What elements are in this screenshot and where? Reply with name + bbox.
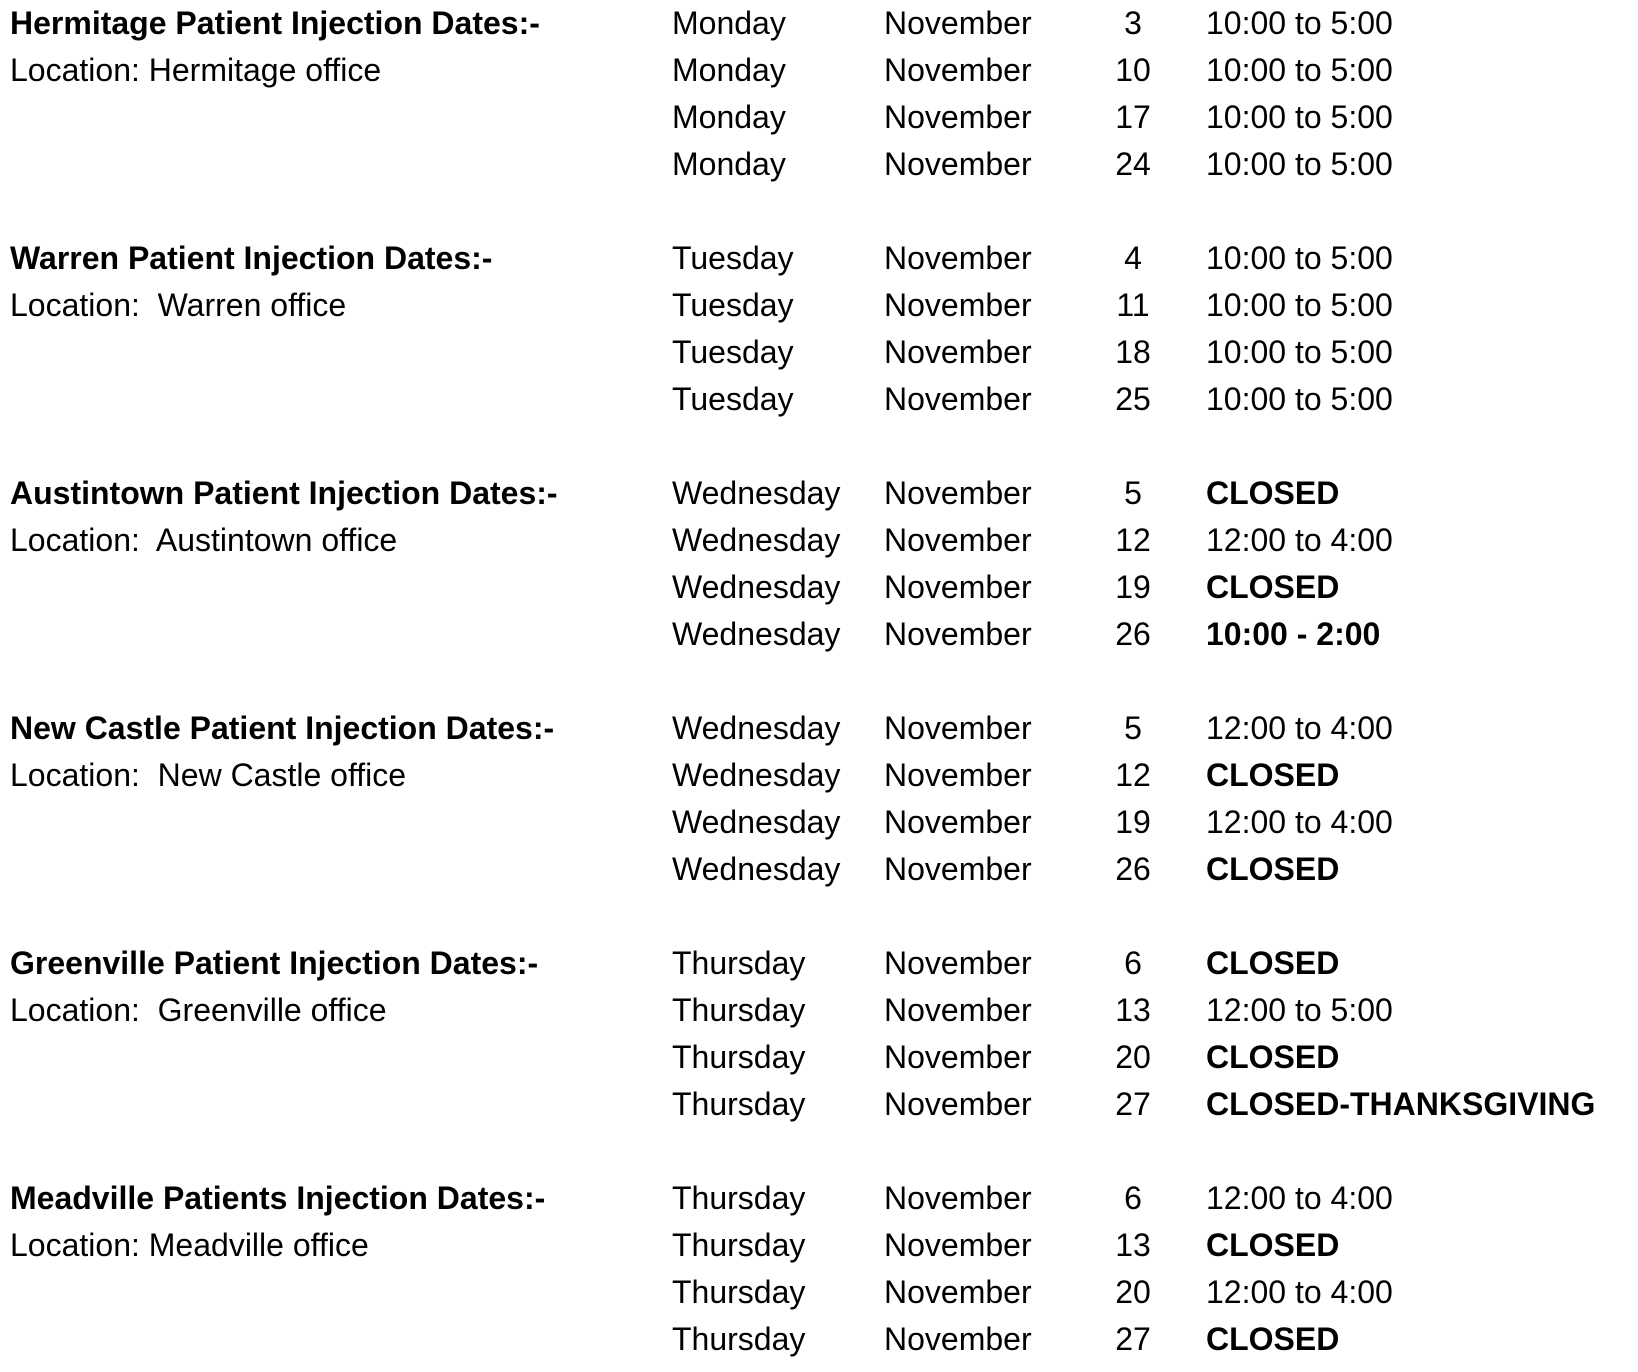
schedule-row: [0, 94, 1638, 141]
row-day: Tuesday: [672, 240, 794, 276]
row-date: 12: [1115, 522, 1151, 558]
section-location: Location: Austintown office: [10, 522, 398, 558]
row-date: 11: [1116, 287, 1150, 323]
schedule-row: [0, 235, 1638, 282]
row-day: Wednesday: [672, 616, 841, 652]
row-month: November: [884, 522, 1032, 558]
row-time: 10:00 to 5:00: [1206, 334, 1393, 370]
row-time: CLOSED: [1206, 569, 1340, 605]
row-time: 12:00 to 4:00: [1206, 1180, 1393, 1216]
row-month: November: [884, 1274, 1032, 1310]
row-month: November: [884, 992, 1032, 1028]
row-day: Thursday: [672, 1180, 806, 1216]
row-date: 5: [1124, 475, 1142, 511]
row-month: November: [884, 804, 1032, 840]
row-day: Thursday: [672, 1227, 806, 1263]
schedule-row: [0, 611, 1638, 658]
schedule-row: [0, 470, 1638, 517]
row-time: 12:00 to 4:00: [1206, 522, 1393, 558]
row-month: November: [884, 475, 1032, 511]
section-location: Location: Meadville office: [10, 1227, 369, 1263]
row-date: 19: [1115, 569, 1151, 605]
schedule-section-warren: [0, 235, 1638, 425]
row-date: 19: [1115, 804, 1151, 840]
section-heading: Warren Patient Injection Dates:-: [10, 240, 493, 276]
row-day: Monday: [672, 146, 786, 182]
row-month: November: [884, 1180, 1032, 1216]
row-time: CLOSED: [1206, 945, 1340, 981]
section-heading: Austintown Patient Injection Dates:-: [10, 475, 558, 511]
row-time: 10:00 to 5:00: [1206, 52, 1393, 88]
schedule-row: [0, 940, 1638, 987]
row-date: 10: [1115, 52, 1151, 88]
row-day: Tuesday: [672, 287, 794, 323]
row-date: 4: [1124, 240, 1142, 276]
row-time: CLOSED: [1206, 851, 1340, 887]
row-time: CLOSED: [1206, 1039, 1340, 1075]
row-day: Monday: [672, 99, 786, 135]
row-date: 17: [1115, 99, 1151, 135]
schedule-row: [0, 705, 1638, 752]
schedule-section-meadville: [0, 1175, 1638, 1365]
row-month: November: [884, 1039, 1032, 1075]
row-month: November: [884, 1321, 1032, 1357]
schedule-row: [0, 846, 1638, 893]
row-time: CLOSED: [1206, 475, 1340, 511]
row-month: November: [884, 710, 1032, 746]
row-time: 10:00 to 5:00: [1206, 381, 1393, 417]
section-location: Location: New Castle office: [10, 757, 407, 793]
row-month: November: [884, 240, 1032, 276]
row-time: 10:00 to 5:00: [1206, 5, 1393, 41]
row-day: Wednesday: [672, 522, 841, 558]
row-day: Wednesday: [672, 851, 841, 887]
row-date: 5: [1124, 710, 1142, 746]
row-month: November: [884, 99, 1032, 135]
row-day: Thursday: [672, 992, 806, 1028]
row-time: 10:00 to 5:00: [1206, 99, 1393, 135]
row-date: 6: [1124, 945, 1142, 981]
row-time: 10:00 - 2:00: [1206, 616, 1381, 652]
row-day: Monday: [672, 52, 786, 88]
row-time: CLOSED: [1206, 1227, 1340, 1263]
section-location: Location: Greenville office: [10, 992, 387, 1028]
section-heading: New Castle Patient Injection Dates:-: [10, 710, 555, 746]
row-month: November: [884, 851, 1032, 887]
row-date: 12: [1115, 757, 1151, 793]
row-day: Thursday: [672, 1039, 806, 1075]
row-date: 13: [1115, 1227, 1151, 1263]
row-date: 3: [1124, 5, 1142, 41]
row-day: Thursday: [672, 1321, 806, 1357]
schedule-section-greenville: [0, 940, 1638, 1130]
schedule-row: [0, 799, 1638, 846]
schedule-section-new-castle: [0, 705, 1638, 895]
row-time: 10:00 to 5:00: [1206, 240, 1393, 276]
row-month: November: [884, 945, 1032, 981]
row-time: 10:00 to 5:00: [1206, 287, 1393, 323]
schedule-row: [0, 1081, 1638, 1128]
row-time: 12:00 to 4:00: [1206, 1274, 1393, 1310]
row-day: Thursday: [672, 1274, 806, 1310]
row-date: 20: [1115, 1039, 1151, 1075]
row-time: 12:00 to 4:00: [1206, 710, 1393, 746]
row-time: CLOSED: [1206, 757, 1340, 793]
section-heading: Hermitage Patient Injection Dates:-: [10, 5, 540, 41]
row-day: Thursday: [672, 945, 806, 981]
row-date: 24: [1115, 146, 1151, 182]
row-month: November: [884, 757, 1032, 793]
schedule-row: [0, 376, 1638, 423]
row-month: November: [884, 52, 1032, 88]
row-month: November: [884, 616, 1032, 652]
row-time: 12:00 to 5:00: [1206, 992, 1393, 1028]
schedule-row: [0, 517, 1638, 564]
schedule-row: [0, 752, 1638, 799]
row-day: Wednesday: [672, 710, 841, 746]
section-heading: Meadville Patients Injection Dates:-: [10, 1180, 546, 1216]
row-date: 27: [1115, 1321, 1151, 1357]
row-date: 20: [1115, 1274, 1151, 1310]
row-month: November: [884, 5, 1032, 41]
schedule-row: [0, 1034, 1638, 1081]
row-time: CLOSED-THANKSGIVING: [1206, 1086, 1596, 1122]
row-date: 6: [1124, 1180, 1142, 1216]
row-time: CLOSED: [1206, 1321, 1340, 1357]
row-day: Wednesday: [672, 804, 841, 840]
row-time: 10:00 to 5:00: [1206, 146, 1393, 182]
row-month: November: [884, 334, 1032, 370]
schedule-section-hermitage: [0, 0, 1638, 190]
row-date: 26: [1115, 851, 1151, 887]
row-day: Tuesday: [672, 381, 794, 417]
section-location: Location: Hermitage office: [10, 52, 382, 88]
row-day: Monday: [672, 5, 786, 41]
row-day: Tuesday: [672, 334, 794, 370]
schedule-section-austintown: [0, 470, 1638, 660]
row-date: 13: [1115, 992, 1151, 1028]
schedule-row: [0, 282, 1638, 329]
row-date: 18: [1115, 334, 1151, 370]
schedule-row: [0, 47, 1638, 94]
row-date: 27: [1115, 1086, 1151, 1122]
schedule-row: [0, 1316, 1638, 1363]
row-date: 26: [1115, 616, 1151, 652]
row-month: November: [884, 1086, 1032, 1122]
row-date: 25: [1115, 381, 1151, 417]
section-location: Location: Warren office: [10, 287, 347, 323]
row-day: Thursday: [672, 1086, 806, 1122]
schedule-row: [0, 0, 1638, 47]
row-day: Wednesday: [672, 757, 841, 793]
row-month: November: [884, 146, 1032, 182]
schedule-row: [0, 564, 1638, 611]
section-heading: Greenville Patient Injection Dates:-: [10, 945, 539, 981]
schedule-row: [0, 1175, 1638, 1222]
row-month: November: [884, 1227, 1032, 1263]
schedule-row: [0, 329, 1638, 376]
row-month: November: [884, 569, 1032, 605]
row-month: November: [884, 287, 1032, 323]
schedule-row: [0, 141, 1638, 188]
schedule-row: [0, 1222, 1638, 1269]
row-day: Wednesday: [672, 475, 841, 511]
row-time: 12:00 to 4:00: [1206, 804, 1393, 840]
schedule-row: [0, 1269, 1638, 1316]
schedule-row: [0, 987, 1638, 1034]
row-day: Wednesday: [672, 569, 841, 605]
row-month: November: [884, 381, 1032, 417]
